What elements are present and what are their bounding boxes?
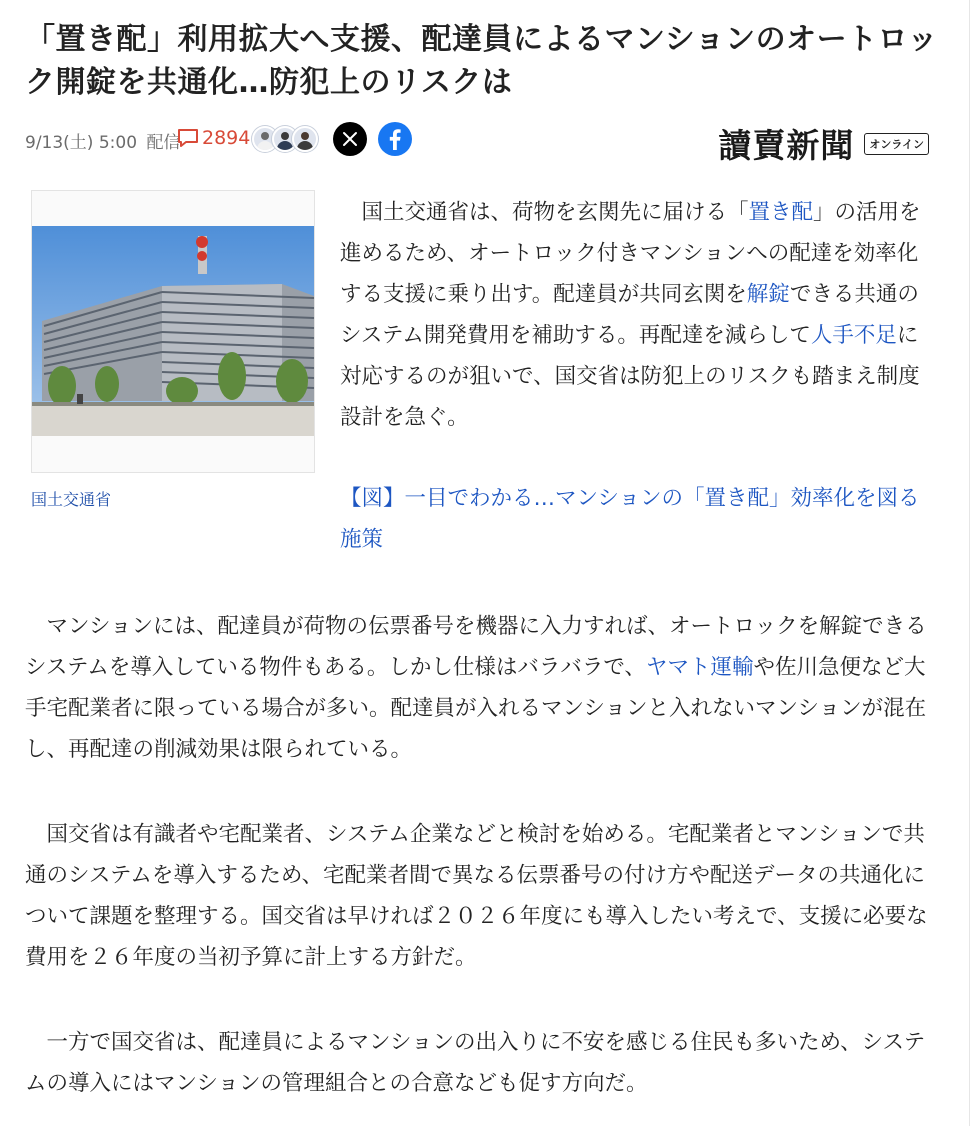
comments-link[interactable]	[177, 127, 250, 149]
body-paragraph-1	[25, 606, 932, 770]
publisher-logo[interactable]	[718, 120, 929, 167]
publish-info	[25, 128, 180, 153]
comment-bubble-icon	[177, 128, 199, 148]
lead-text-3: できる共通のシステム開発費用を補助する。再配達を減らして	[340, 282, 919, 348]
delivery-label: 配信	[146, 133, 181, 153]
publisher-tag: オンライン	[864, 133, 929, 155]
share-facebook-button[interactable]	[378, 122, 412, 156]
comment-count: 2894	[202, 127, 251, 149]
lead-paragraph	[340, 192, 932, 438]
para-text-1: マンションには、配達員が荷物の伝票番号を機器に入力すれば、オートロックを解錠できるシステムを導入している物件もある。しかし仕様はバラバラで、	[25, 614, 927, 680]
article-title: 「置き配」利用拡大へ支援、配達員によるマンションのオートロック開錠を共通化…防犯上のリスクは	[25, 22, 939, 100]
avatar	[292, 126, 318, 152]
facebook-logo-icon	[378, 122, 412, 156]
figure-link[interactable]: 【図】一目でわかる…マンションの「置き配」効率化を図る施策	[340, 486, 920, 552]
photo-caption: 国土交通省	[31, 490, 112, 509]
lead-text-4: に対応するのが狙いで、国交省は防犯上のリスクも踏まえ制度設計を急ぐ。	[340, 323, 920, 430]
body-paragraph-3: 一方で国交省は、配達員によるマンションの出入りに不安を感じる住民も多いため、システムの導入にはマンションの管理組合との合意なども促す方向だ。	[25, 1030, 926, 1096]
building-photo	[32, 226, 314, 436]
publisher-name: 讀賣新聞	[718, 126, 855, 165]
article-photo[interactable]	[31, 190, 315, 473]
publish-date: 9/13(土) 5:00	[25, 133, 138, 153]
link-kaijo[interactable]: 解錠	[746, 282, 790, 307]
article-meta	[25, 118, 945, 165]
share-x-button[interactable]	[333, 122, 367, 156]
para-text-2: や佐川急便など大手宅配業者に限っている場合が多い。配達員が入れるマンションと入れないマンションが混在し、再配達の削減効果は限られている。	[25, 655, 927, 762]
x-logo-icon	[342, 131, 358, 147]
lead-text-2: 」の活用を進めるため、オートロック付きマンションへの配達を効率化する支援に乗り出す。配達員が共同玄関を	[340, 200, 921, 307]
link-hitode-busoku[interactable]: 人手不足	[810, 323, 897, 348]
commenter-avatars[interactable]	[252, 126, 318, 152]
body-paragraph-2: 国交省は有識者や宅配業者、システム企業などと検討を始める。宅配業者とマンションで共通のシステムを導入するため、宅配業者間で異なる伝票番号の付け方や配送データの共通化について課題を整理する。国交省は早ければ２０２６年度にも導入したい考えで、支援に必要な費用を２６年度の当初予算に計上する方針だ。	[25, 822, 928, 970]
link-okihai[interactable]: 置き配	[748, 200, 814, 225]
link-yamato[interactable]: ヤマト運輸	[645, 655, 754, 680]
lead-text-1: 国土交通省は、荷物を玄関先に届ける「	[361, 200, 749, 225]
